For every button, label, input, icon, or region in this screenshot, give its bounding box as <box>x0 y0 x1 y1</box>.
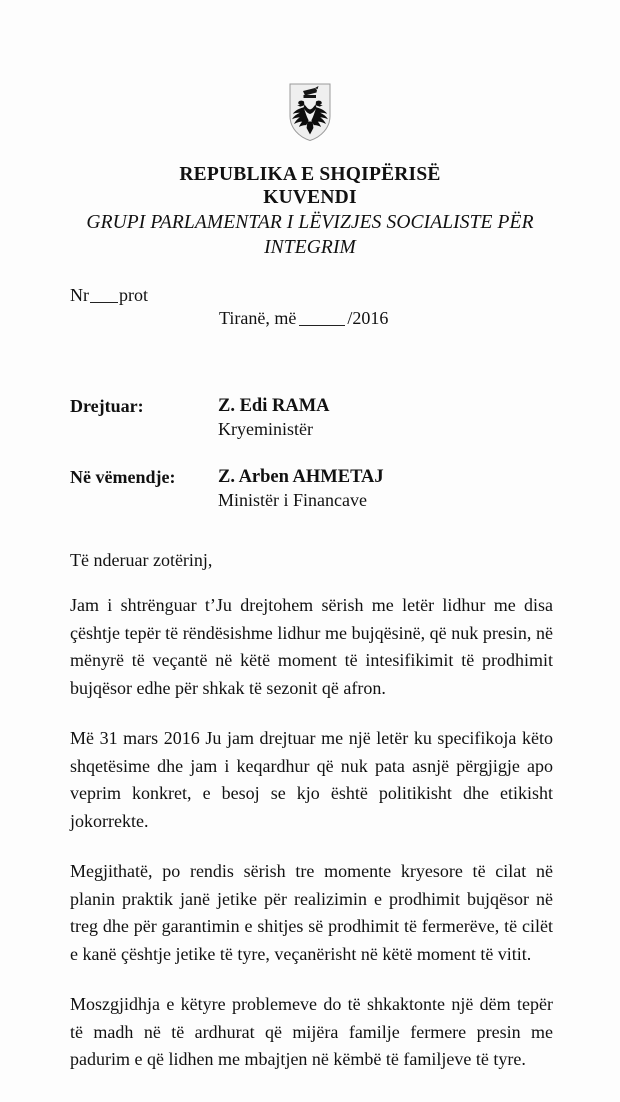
protocol-number <box>70 284 148 306</box>
protocol-suffix: prot <box>119 285 148 305</box>
body-paragraph: Megjithatë, po rendis sërish tre momente kryesore të cilat në planin praktik janë jetike për realizimin e prodhimit bujqësor në treg dhe për garantimin e shitjes së prodhimit të fermerëve, të cilët e kanë çështje jetike të tyre, veçanërisht në këtë moment të vitit. <box>70 861 553 964</box>
addressee-primary <box>70 395 552 441</box>
date-city-prefix: Tiranë, më <box>219 308 297 328</box>
emblem-container <box>0 82 620 142</box>
salutation: Të nderuar zotërinj, <box>70 550 213 570</box>
header-line-parliamentary-group: GRUPI PARLAMENTAR I LËVIZJES SOCIALISTE PËR INTEGRIM <box>86 212 534 258</box>
body-paragraph: Më 31 mars 2016 Ju jam drejtuar me një letër ku specifikoja këto shqetësime dhe jam i keqardhur që nuk pata asnjë përgjigje apo veprim konkret, e besoj se kjo është politikisht dhe etikisht jokorrekte. <box>70 728 553 831</box>
date-year-suffix: /2016 <box>347 308 389 328</box>
addressee-cc <box>70 466 552 512</box>
date-blank-field[interactable] <box>299 325 345 326</box>
addressee-cc-body <box>218 466 552 512</box>
addressee-primary-title: Kryeministër <box>218 419 313 439</box>
protocol-blank-field[interactable] <box>90 302 118 303</box>
addressee-cc-name: Z. Arben AHMETAJ <box>218 467 384 487</box>
letter-body <box>70 592 553 1074</box>
document-header <box>60 163 560 260</box>
header-line-parliament: KUVENDI <box>263 187 357 208</box>
addressee-cc-title: Ministër i Financave <box>218 490 367 510</box>
addressee-primary-label: Drejtuar: <box>70 396 144 416</box>
addressee-cc-label: Në vëmendje: <box>70 467 176 487</box>
date-line <box>219 307 388 329</box>
header-line-republic: REPUBLIKA E SHQIPËRISË <box>179 164 441 185</box>
protocol-prefix: Nr <box>70 285 89 305</box>
body-paragraph: Moszgjidhja e këtyre problemeve do të shkaktonte një dëm tepër të madh në të ardhurat që mijëra familje fermere presin me padurim e që lidhen me mbajtjen në këmbë të familjeve të tyre. <box>70 994 553 1069</box>
addressee-primary-name: Z. Edi RAMA <box>218 396 330 416</box>
addressee-section <box>70 395 552 512</box>
albanian-coat-of-arms-icon <box>287 82 333 142</box>
body-paragraph: Jam i shtrënguar t’Ju drejtohem sërish me letër lidhur me disa çështje tepër të rëndësishme lidhur me bujqësinë, që nuk presin, në mënyrë të veçantë në këtë moment të intesifikimit të prodhimit bujqësor edhe për shkak të sezonit që afron. <box>70 595 553 698</box>
addressee-primary-body <box>218 395 552 441</box>
